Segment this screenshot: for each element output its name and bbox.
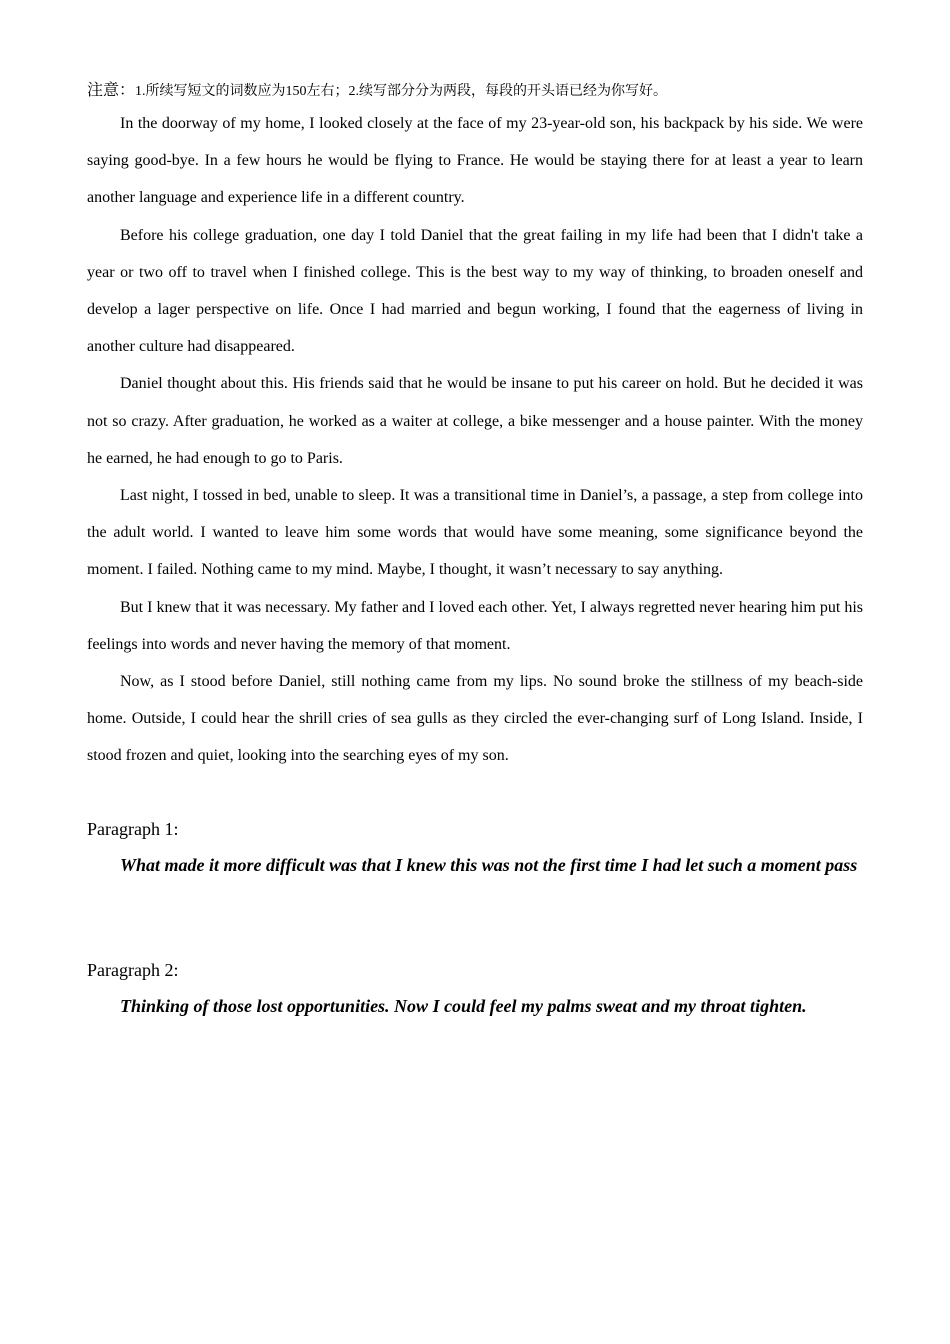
paragraph-1-label: Paragraph 1: — [87, 818, 179, 839]
paragraph-2-opening: Thinking of those lost opportunities. Now I could feel my palms sweat and my throat tighten. — [120, 996, 807, 1017]
spacer — [87, 775, 863, 811]
passage-paragraph-5: But I knew that it was necessary. My father and I loved each other. Yet, I always regretted never hearing him put his feelings into words and never having the memory of that moment. — [87, 598, 863, 653]
document-page — [87, 78, 863, 1026]
passage-paragraph-1: In the doorway of my home, I looked closely at the face of my 23-year-old son, his backpack by his side. We were saying good-bye. In a few hours he would be flying to France. He would be staying there for at least a year to learn another language and experience life in a different country. — [87, 115, 863, 207]
notice-text: 1.所续写短文的词数应为150左右；2.续写部分分为两段，每段的开头语已经为你写好。 — [135, 84, 668, 99]
notice-line — [87, 78, 863, 105]
passage-paragraph-4: Last night, I tossed in bed, unable to sleep. It was a transitional time in Daniel’s, a passage, a step from college into the adult world. I wanted to leave him some words that would have some meaning, some significance beyond the moment. I failed. Nothing came to my mind. Maybe, I thought, it wasn’t necessary to say anything. — [87, 487, 863, 579]
passage-paragraph-6: Now, as I stood before Daniel, still nothing came from my lips. No sound broke the stillness of my beach-side home. Outside, I could hear the shrill cries of sea gulls as they circled the ever-changing surf of Long Island. Inside, I stood frozen and quiet, looking into the searching eyes of my son. — [87, 673, 863, 765]
paragraph-2-label: Paragraph 2: — [87, 960, 179, 981]
passage-paragraph-2: Before his college graduation, one day I told Daniel that the great failing in my life had been that I didn't take a year or two off to travel when I finished college. This is the best way to my way of thinking, to broaden oneself and develop a lager perspective on life. Once I had married and begun working, I found that the eagerness of living in another culture had disappeared. — [87, 226, 863, 356]
paragraph-1-opening: What made it more difficult was that I knew this was not the first time I had let such a moment pass — [120, 854, 858, 875]
spacer — [87, 884, 863, 952]
notice-label: 注意： — [87, 82, 136, 99]
passage-paragraph-3: Daniel thought about this. His friends said that he would be insane to put his career on hold. But he decided it was not so crazy. After graduation, he worked as a waiter at college, a bike messenger and a house painter. With the money he earned, he had enough to go to Paris. — [87, 375, 863, 467]
passage — [87, 105, 863, 775]
